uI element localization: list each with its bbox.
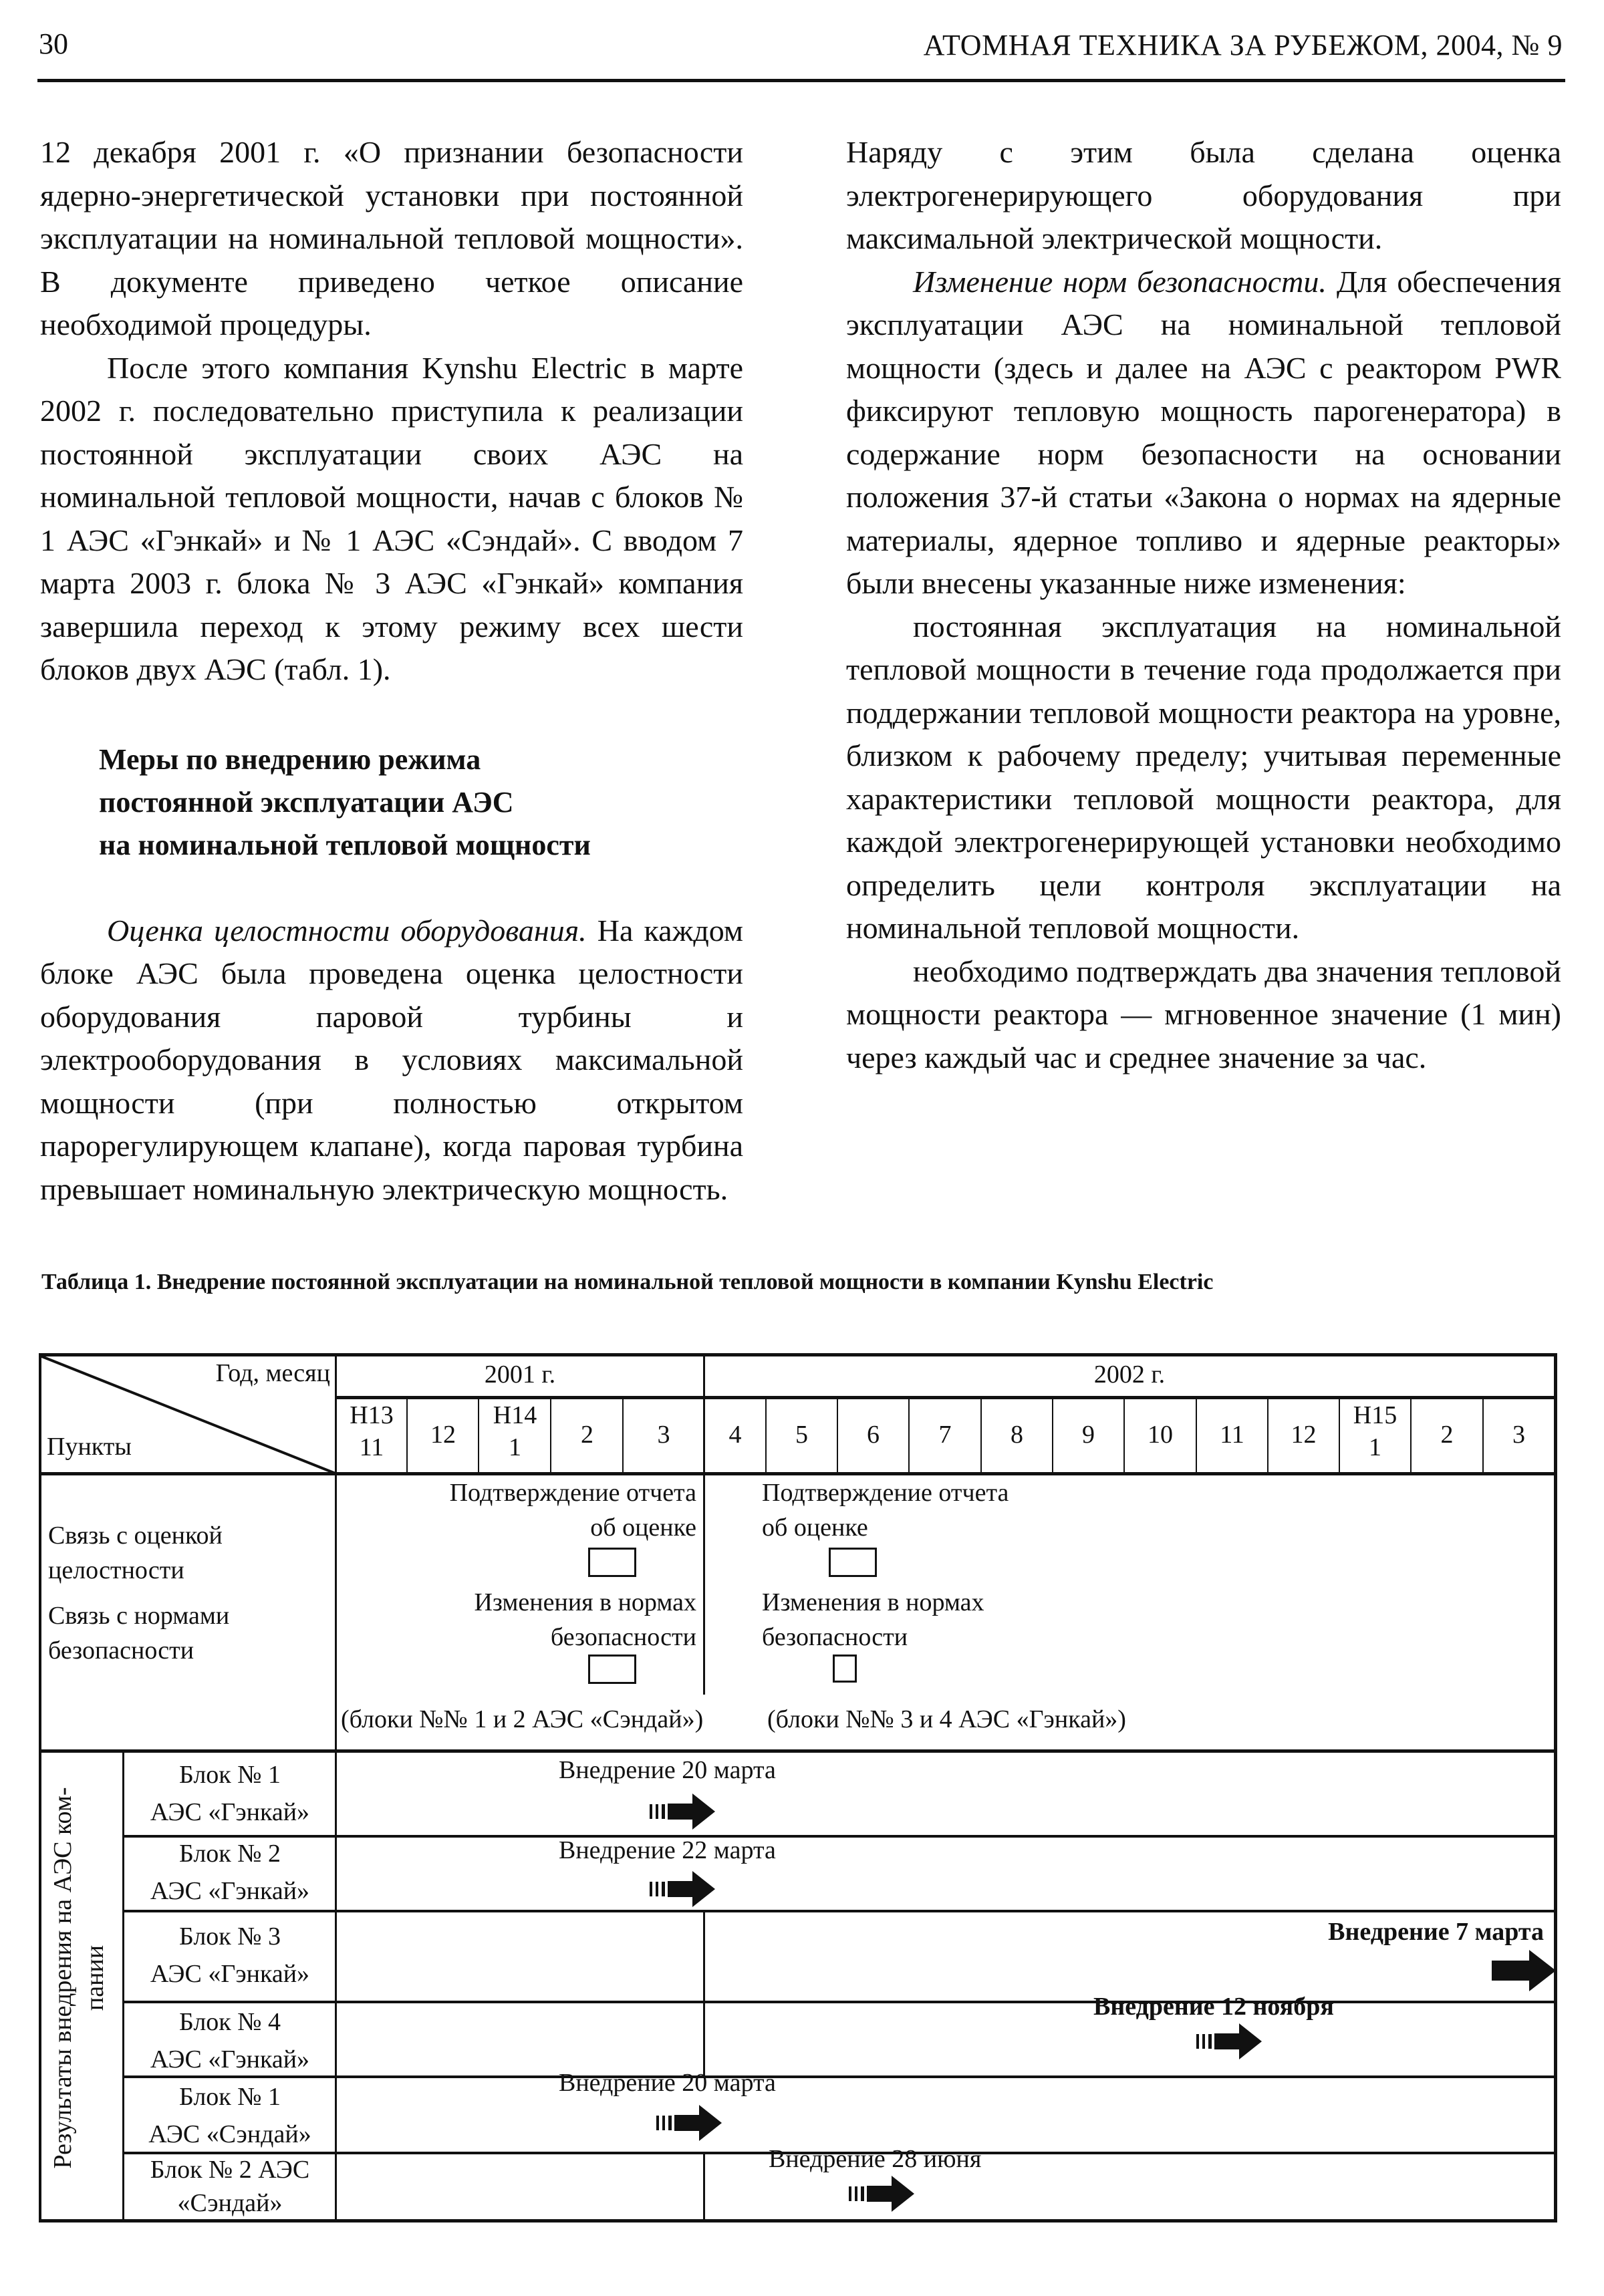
paragraph bbox=[40, 909, 743, 1211]
label-line: Блок № 3 bbox=[179, 1922, 281, 1951]
implementation-event: Внедрение 12 ноября bbox=[1093, 1993, 1334, 2021]
month-label: H13 bbox=[350, 1401, 394, 1429]
table-border-right bbox=[1554, 1353, 1557, 2222]
section1-label-integrity bbox=[48, 1518, 223, 1588]
row-divider bbox=[124, 1835, 1557, 1838]
heading-line: на номинальной тепловой мощности bbox=[99, 828, 591, 861]
striped-arrow-icon bbox=[650, 1792, 716, 1831]
month-cell: 4 bbox=[728, 1421, 742, 1449]
month-cell: 11 bbox=[1220, 1421, 1244, 1449]
label-line: Блок № 2 АЭС bbox=[150, 2156, 310, 2184]
month-cell bbox=[479, 1399, 551, 1463]
section-heading bbox=[40, 738, 743, 867]
row-divider bbox=[124, 2001, 1557, 2003]
norms-change-left bbox=[374, 1585, 696, 1655]
table-border-left bbox=[39, 1353, 41, 2222]
month-cell: 2 bbox=[1440, 1421, 1454, 1449]
implementation-event: Внедрение 20 марта bbox=[559, 2069, 776, 2097]
corner-bottom-label: Пункты bbox=[47, 1433, 132, 1461]
units-note-right: (блоки №№ 3 и 4 АЭС «Гэнкай») bbox=[767, 1705, 1126, 1733]
month-cell: 12 bbox=[430, 1421, 456, 1449]
row-divider bbox=[124, 2075, 1557, 2078]
units-note-left: (блоки №№ 1 и 2 АЭС «Сэндай») bbox=[341, 1705, 704, 1733]
row-year-divider bbox=[703, 1911, 705, 2077]
month-cell: 10 bbox=[1148, 1421, 1173, 1449]
norms-change-right bbox=[762, 1585, 984, 1655]
implementation-event: Внедрение 28 июня bbox=[769, 2145, 982, 2173]
heading-line: Меры по внедрению режима bbox=[99, 742, 481, 776]
label-line: безопасности bbox=[550, 1623, 696, 1651]
results-group-label bbox=[47, 1751, 111, 2205]
label-line: Подтверждение отчета bbox=[762, 1479, 1009, 1507]
month-cell: 3 bbox=[1512, 1421, 1525, 1449]
label-line: Изменения в нормах bbox=[762, 1588, 984, 1616]
norms-marker-box-right bbox=[833, 1655, 857, 1683]
month-cell: 2 bbox=[581, 1421, 593, 1449]
right-column bbox=[846, 131, 1561, 1079]
paragraph: 12 декабря 2001 г. «О признании безопасности ядерно-энергетической установки при постоянной эксплуатации на номинальной тепловой мощности». В документе приведено четкое описание необходимой процедуры. bbox=[40, 135, 743, 341]
month-cell: 8 bbox=[1011, 1421, 1023, 1449]
label-line: АЭС «Гэнкай» bbox=[150, 1798, 310, 1826]
month-sublabel: 1 bbox=[509, 1433, 521, 1461]
report-confirmation-left bbox=[374, 1475, 696, 1545]
left-column bbox=[40, 131, 743, 1211]
paragraph bbox=[846, 261, 1561, 605]
label-line: Связь с оценкой bbox=[48, 1522, 223, 1550]
month-cell: 6 bbox=[867, 1421, 880, 1449]
label-line: об оценке bbox=[762, 1514, 868, 1542]
label-line: Результаты внедрения на АЭС ком- bbox=[49, 1787, 77, 2169]
label-line: целостности bbox=[48, 1556, 184, 1584]
unit-label bbox=[124, 1835, 336, 1910]
unit-label bbox=[124, 2078, 336, 2153]
month-sublabel: 11 bbox=[359, 1433, 384, 1461]
label-line: пании bbox=[81, 1945, 109, 2011]
section2-top-rule bbox=[39, 1749, 1557, 1753]
solid-arrow-icon bbox=[1492, 1950, 1556, 1991]
journal-title: АТОМНАЯ ТЕХНИКА ЗА РУБЕЖОМ, 2004, № 9 bbox=[923, 29, 1563, 61]
norms-marker-box-left bbox=[588, 1655, 636, 1684]
label-line: АЭС «Гэнкай» bbox=[150, 2045, 310, 2073]
run-in-heading: Оценка целостности оборудования. bbox=[107, 913, 587, 948]
paragraph: После этого компания Kynshu Electric в марте 2002 г. последовательно приступила к реализации постоянной эксплуатации своих АЭС на номинальной тепловой мощности, начав с блоков № 1 АЭС «Гэнкай» и № 1 АЭС «Сэндай». С вводом 7 марта 2003 г. блока № 3 АЭС «Гэнкай» компания завершила переход к этому режиму всех шести блоков двух АЭС (табл. 1). bbox=[40, 350, 743, 686]
label-line: Блок № 2 bbox=[179, 1840, 281, 1868]
label-line: Блок № 4 bbox=[179, 2008, 281, 2036]
label-line: Подтверждение отчета bbox=[449, 1479, 696, 1507]
label-line: безопасности bbox=[762, 1623, 908, 1651]
striped-arrow-icon bbox=[650, 1870, 716, 1908]
page-number: 30 bbox=[39, 27, 68, 60]
paragraph-text: Для обеспечения эксплуатации АЭС на номинальной тепловой мощности (здесь и далее на АЭС с реактором PWR фиксируют тепловую мощность парогенератора) в содержание норм безопасности на основании положения 37-й статьи «Закона о нормах на ядерные материалы, ядерное топливо и ядерные реакторы» были внесены указанные ниже изменения: bbox=[846, 264, 1561, 600]
month-cell bbox=[336, 1399, 407, 1463]
report-marker-box-right bbox=[829, 1548, 877, 1577]
table-caption: Таблица 1. Внедрение постоянной эксплуатации на номинальной тепловой мощности в компании Kynshu Electric bbox=[41, 1270, 1214, 1294]
label-line: об оценке bbox=[590, 1514, 696, 1542]
run-in-heading: Изменение норм безопасности. bbox=[913, 264, 1327, 299]
label-line: «Сэндай» bbox=[177, 2189, 283, 2217]
month-sublabel: 1 bbox=[1369, 1433, 1381, 1461]
label-line: АЭС «Гэнкай» bbox=[150, 1877, 310, 1905]
month-cell: 5 bbox=[795, 1421, 808, 1449]
report-confirmation-right bbox=[762, 1475, 1009, 1545]
label-line: безопасности bbox=[48, 1636, 194, 1665]
paragraph-text: На каждом блоке АЭС была проведена оценка целостности оборудования паровой турбины и электрооборудования в условиях максимальной мощности (при полностью открытом парорегулирующем клапане), когда паровая турбина превышает номинальную электрическую мощность. bbox=[40, 913, 743, 1206]
label-line: АЭС «Гэнкай» bbox=[150, 1960, 310, 1988]
paragraph: постоянная эксплуатация на номинальной тепловой мощности в течение года продолжается при поддержании тепловой мощности реактора на уровне, близком к рабочему пределу; учитывая переменные характеристики тепловой мощности реактора, для каждой электрогенерирующей установки необходимо определить цели контроля эксплуатации на номинальной тепловой мощности. bbox=[846, 609, 1561, 945]
label-line: Связь с нормами bbox=[48, 1602, 230, 1630]
month-label: H14 bbox=[493, 1401, 537, 1429]
implementation-event: Внедрение 20 марта bbox=[559, 1756, 776, 1784]
report-marker-box-left bbox=[588, 1548, 636, 1577]
unit-label bbox=[124, 2153, 336, 2220]
month-label: H15 bbox=[1353, 1401, 1397, 1429]
implementation-event: Внедрение 7 марта bbox=[1328, 1918, 1544, 1946]
corner-top-label: Год, месяц bbox=[215, 1359, 330, 1387]
striped-arrow-icon bbox=[656, 2104, 723, 2142]
month-cell: 3 bbox=[657, 1421, 670, 1449]
label-line: Блок № 1 bbox=[179, 1761, 281, 1789]
month-cell: 12 bbox=[1291, 1421, 1317, 1449]
row-divider bbox=[124, 1910, 1557, 1912]
month-cell bbox=[1340, 1399, 1410, 1463]
year-2001: 2001 г. bbox=[484, 1360, 556, 1389]
striped-arrow-icon bbox=[1196, 2022, 1263, 2061]
unit-label bbox=[124, 1756, 336, 1831]
label-line: Блок № 1 bbox=[179, 2083, 281, 2111]
header-rule bbox=[37, 79, 1565, 82]
year-2002: 2002 г. bbox=[1093, 1360, 1166, 1389]
month-cell: 9 bbox=[1082, 1421, 1095, 1449]
section1-label-norms bbox=[48, 1598, 229, 1668]
label-line: АЭС «Сэндай» bbox=[148, 2120, 311, 2148]
paragraph: необходимо подтверждать два значения тепловой мощности реактора — мгновенное значение (1 мин) через каждый час и среднее значение за час. bbox=[846, 954, 1561, 1074]
heading-line: постоянной эксплуатации АЭС bbox=[99, 785, 514, 819]
striped-arrow-icon bbox=[849, 2174, 916, 2213]
unit-label bbox=[124, 1918, 336, 1993]
label-line: Изменения в нормах bbox=[474, 1588, 696, 1616]
section1-divider bbox=[703, 1474, 705, 1695]
paragraph: Наряду с этим была сделана оценка электрогенерирующего оборудования при максимальной электрической мощности. bbox=[846, 135, 1561, 255]
month-cell: 7 bbox=[938, 1421, 952, 1449]
row-year-divider bbox=[703, 2153, 705, 2221]
implementation-event: Внедрение 22 марта bbox=[559, 1836, 776, 1864]
unit-label bbox=[124, 2003, 336, 2078]
